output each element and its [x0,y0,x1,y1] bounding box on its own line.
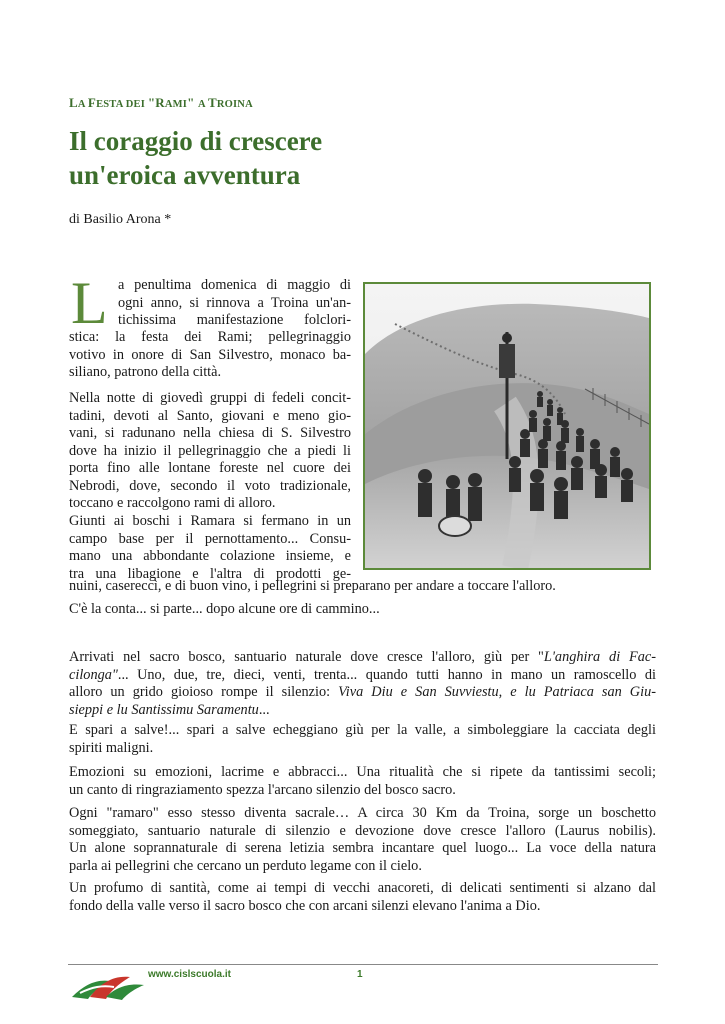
kicker-part: " [187,95,198,110]
footer-divider [68,964,658,965]
text-line: spiriti maligni. [69,739,154,756]
text-line: stica: la festa dei Rami; pellegrinaggio [69,329,351,345]
title-line: Il coraggio di crescere [69,126,323,156]
text-line: a penultima domenica di maggio di [118,277,351,293]
text-segment-italic: sieppi e lu Santissimu Saramentu [69,701,259,718]
text-line: siliano, patrono della città. [69,364,222,380]
drop-cap: L [71,270,108,336]
cisl-scuola-logo-icon [70,967,146,1001]
paragraph-8 [69,805,656,875]
text-line [69,667,656,685]
text-line: E spari a salve!... spari a salve echeggiano giù per la valle, a simboleggiare la cacciata degli [69,722,656,738]
paragraph-7 [69,764,656,799]
paragraph-1b [69,329,351,382]
footer-website-link[interactable]: www.cislscuola.it [148,969,231,980]
procession-photo [363,282,651,570]
byline: di Basilio Arona * [69,212,172,227]
kicker-part: F [87,95,97,110]
text-line: fondo della valle verso il sacro bosco che con arcani silenzi elevano l'anima a Dio. [69,897,541,914]
paragraph-9 [69,880,656,915]
text-line [69,702,656,720]
text-line: tadini, devoti al Santo, giovani e meno gio- [69,407,351,424]
text-line: C'è la conta... si parte... dopo alcune ore di cammino... [69,601,380,617]
paragraph-2 [69,390,351,513]
text-line: mano una abbondante colazione insieme, e [69,548,351,564]
text-line: porta fino alle lontane foreste nel cuore dei [69,460,351,476]
page-number: 1 [357,969,363,980]
text-line: Nella notte di giovedì gruppi di fedeli concit- [69,390,351,406]
paragraph-6 [69,722,656,757]
text-segment: alloro un grido gioioso rompe il silenzio: [69,684,339,700]
text-line: tra una libagione e l'altra di prodotti ge- [69,565,351,582]
text-segment-italic: cilonga" [69,666,118,683]
kicker-part: ROINA [216,99,253,110]
kicker-part: "R [147,95,165,110]
text-line: un canto di ringraziamento spezza l'arcano silenzio del bosco sacro. [69,781,456,798]
kicker-part: T [207,95,217,110]
text-line: dove ha inizio il pellegrinaggio che a piedi li [69,442,351,459]
paragraph-1a [118,277,351,330]
text-line: Ogni "ramaro" esso stesso diventa sacrale… A circa 30 Km da Troina, sorge un boschetto [69,805,656,821]
paragraph-3 [69,513,351,583]
kicker-part: A [197,99,208,110]
text-line: toccano e raccolgono rami di alloro. [69,495,276,511]
text-segment: ... [258,701,270,718]
text-line [69,684,656,702]
procession-illustration [365,284,649,568]
kicker-part: L [69,95,78,110]
text-line: Un profumo di santità, come ai tempi di vecchi anacoreti, di delicati sentimenti si alzano dal [69,880,656,896]
title-line: un'eroica avventura [69,160,301,190]
text-segment-italic: L'anghira di Fac- [543,649,656,665]
article-title [69,124,322,192]
article-kicker [69,95,253,111]
text-line: campo base per il pernottamento... Consu- [69,530,351,547]
text-line: tichissima manifestazione folclori- [118,312,351,328]
text-line [69,649,656,667]
paragraph-3-end [69,578,659,596]
kicker-part: AMI [164,99,188,110]
text-line: nuini, casereccì, e di buon vino, i pellegrini si preparano per andare a toccare l'alloro. [69,578,556,594]
text-line: parla ai pellegrini che cercano un perduto legame con il cielo. [69,857,422,874]
text-line: Nebrodi, dove, secondo il voto tradizionale, [69,477,351,494]
text-segment: ... Uno, due, tre, dieci, venti, trenta... quando tutti hanno in mano un ramoscello di [117,666,656,683]
kicker-part: ESTA DEI [96,99,148,110]
paragraph-5 [69,649,656,719]
paragraph-4 [69,601,659,619]
text-segment: Arrivati nel sacro bosco, santuario naturale dove cresce l'alloro, giù per " [69,649,544,665]
kicker-part: A [77,99,88,110]
text-line: votivo in onore di San Silvestro, monaco ba- [69,346,351,363]
text-line: someggiato, santuario naturale di silenzio e devozione dove cresce l'alloro (Laurus nobilis). [69,822,656,839]
text-line: Emozioni su emozioni, lacrime e abbracci... Una ritualità che si ripete da tantissimi secoli; [69,764,656,780]
text-line: ogni anno, si rinnova a Troina un'an- [118,294,351,311]
text-line: vani, si radunano nella chiesa di S. Silvestro [69,425,351,441]
text-line: Giunti ai boschi i Ramara si fermano in un [69,513,351,529]
text-line: Un alone soprannaturale di serena letizia sembra incantare quel luogo... La voce della natura [69,840,656,856]
text-segment-italic: Viva Diu e San Suvviestu, e lu Patriaca san Giu- [338,684,656,700]
